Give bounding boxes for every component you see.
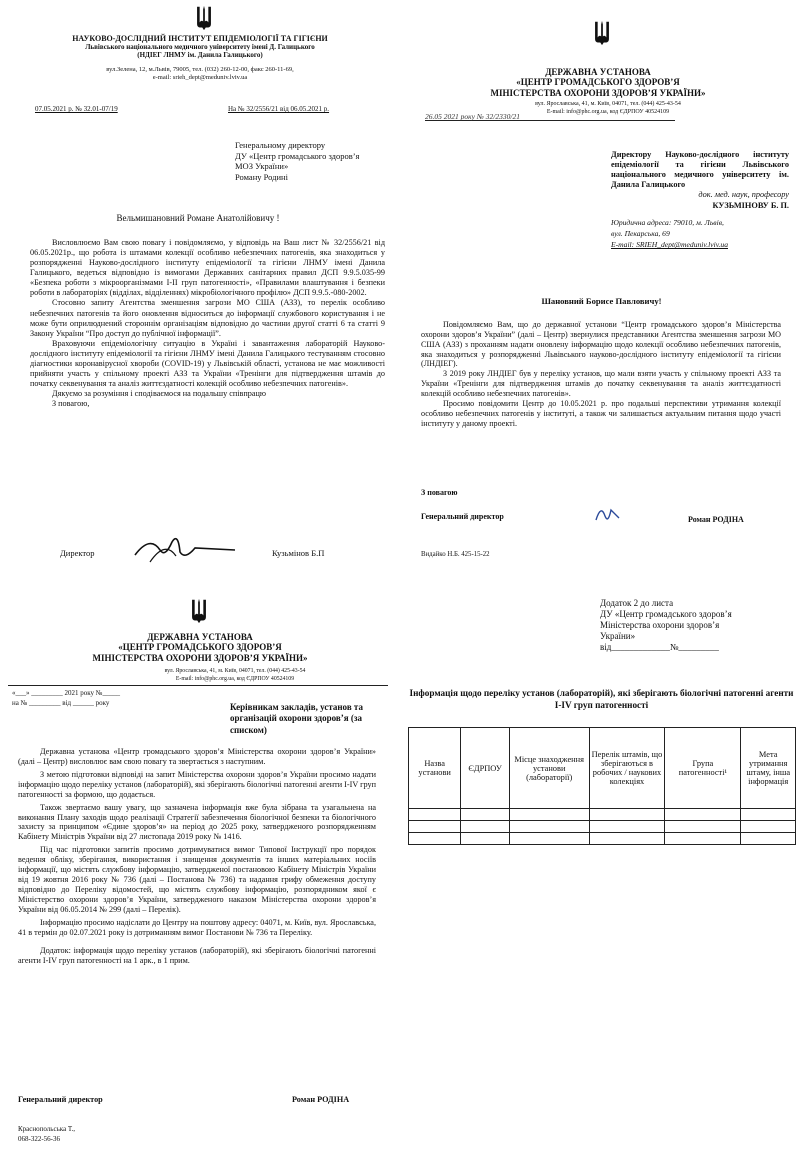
- org-line: «ЦЕНТР ГРОМАДСЬКОГО ЗДОРОВ’Я: [118, 642, 282, 653]
- paragraph: Просимо повідомити Центр до 10.05.2021 р. про подальші перспективи утримання колекції особливо небезпечних патогенів у інституті, а також чи залишається актуальним питання щодо участі інституту у даному проекті.: [421, 398, 781, 428]
- sign-name: Роман РОДІНА: [688, 515, 744, 524]
- addressee-degree: док. мед. наук, професору: [698, 190, 789, 200]
- paragraph: Державна установа «Центр громадського здоров’я Міністерства охорони здоров’я України» (далі – Центр) висловлює вам свою повагу та звертається з наступним.: [18, 747, 376, 766]
- paragraph: Висловлюємо Вам свою повагу і повідомляємо, у відповідь на Ваш лист № 32/2556/21 від 06.05.2021р., що робота із штамами колекції особливо небезпечних патогенів, яка знаходиться у розпорядженні Науково-дослідного інституту епідеміології та гігієни ЛНМУ імені Данила Галицького, ведеться відповідно із вимогами Державних санітарних правил ДСП 9.9.5.035-99 «Безпека роботи з мікроорганізмами І-ІІ груп патогенності», «Правилами влаштування і безпеки роботи в лабораторіях (відділах, відділеннях) мікробіологічного профілю» ДСП 9.9.5.-080-2002.: [30, 238, 385, 298]
- annex-header-line: ДУ «Центр громадського здоров’я: [600, 609, 732, 620]
- sign-name: Кузьмінов Б.П: [272, 548, 325, 558]
- signature-icon: [593, 502, 623, 526]
- salutation: Шановний Борисе Павловичу!: [541, 296, 662, 306]
- annex-header-line: Міністерства охорони здоров’я: [600, 620, 720, 631]
- col-header: Місце знаходження установи (лабораторії): [509, 728, 589, 809]
- org-address: вул. Ярославська, 41, м. Київ, 04071, тел. (044) 425-43-54: [164, 668, 306, 674]
- coat-of-arms-icon: [593, 20, 611, 46]
- addressee-line: Роману Родині: [235, 171, 288, 182]
- addressee-line: Генеральному директору: [235, 140, 326, 150]
- addressee-name: КУЗЬМІНОВУ Б. П.: [712, 200, 789, 210]
- regards: З повагою,: [52, 399, 90, 409]
- legal-address: Юридична адреса: 79010, м. Львів,: [611, 217, 724, 227]
- sign-title: Директор: [60, 548, 95, 558]
- institutions-table: [408, 727, 796, 845]
- executor: Краснопольська Т.,: [18, 1125, 75, 1133]
- paragraph: Дякуємо за розуміння і сподіваємося на подальшу співпрацю: [52, 389, 266, 399]
- attachment: Додаток: інформація щодо переліку установ (лабораторій), які зберігають біологічні патогенні агенти І-IV груп патогенності на 1 арк., в 1 прим.: [18, 945, 376, 965]
- institute-email: e-mail: srieh_dept@meduniv.lviv.ua: [152, 74, 248, 82]
- org-line: МІНІСТЕРСТВА ОХОРОНИ ЗДОРОВ’Я УКРАЇНИ»: [92, 652, 308, 663]
- coat-of-arms-icon: [195, 5, 213, 31]
- paragraph: Повідомляємо Вам, що до державної установи “Центр громадського здоров’я Міністерства охорони здоров’я України” (далі – Центр) звернулися представники Агентства зменшення загрози МО США (АЗЗ) з проханням надати оновлену інформацію щодо колекції особливо небезпечних патогенів, яка знаходиться у розпорядженні Львівського науково-дослідного інституту епідеміології та гігієни (ЛНДІЕГ).: [421, 320, 781, 369]
- annex-header-line: від_____________№_________: [600, 642, 719, 653]
- ref-line: на № _________ від ______ року: [12, 699, 110, 707]
- col-header: Група патогенності¹: [665, 728, 741, 809]
- letter-center-query: [403, 0, 800, 578]
- paragraph: Під час підготовки запитів просимо дотримуватися вимог Типової Інструкції про порядок ведення обліку, зберігання, використання і знищення документів та інших матеріальних носіїв інформації, що містять службову інформацію, затвердженої постановою Кабінету Міністрів України від 19 жовтня 2016 року № 736 (далі – Постанова № 736) та надання грифу обмеження доступу відповідно до Переліку відомостей, що містять службову інформацію, розпорядником якої є Міністерство охорони здоров’я України, затвердженого наказом Міністерства охорони здоров’я України від 06.05.2014 № 299 (далі – Перелік).: [18, 845, 376, 914]
- institute-subname: Львівського національного медичного університету імені Д. Галицького: [85, 43, 315, 52]
- annex-title: Інформація щодо переліку установ (лабораторій), які зберігають біологічні патогенні агенти І-IV груп патогенності: [409, 688, 794, 710]
- org-email: E-mail: info@phc.org.ua, код ЄДРПОУ 40524109: [546, 108, 670, 115]
- outgoing-ref: 07.05.2021 р. № 32.01-07/19: [35, 105, 118, 113]
- org-address: вул. Ярославська, 41, м. Київ, 04071, тел. (044) 425-43-54: [535, 101, 681, 107]
- sign-title: Генеральний директор: [18, 1095, 103, 1104]
- paragraph: З метою підготовки відповіді на запит Міністерства охорони здоров’я України просимо надати інформацію щодо переліку установ (лабораторій), які зберігають біологічні патогенні агенти І-IV груп патогенності за формою, що додається.: [18, 769, 376, 799]
- table-row: [409, 809, 796, 821]
- legal-address: вул. Пекарська, 69: [611, 229, 670, 239]
- col-header: Перелік штамів, що зберігаються в робочих / наукових колекціях: [589, 728, 665, 809]
- org-line: ДЕРЖАВНА УСТАНОВА: [147, 632, 253, 642]
- annex-header-line: України»: [600, 631, 636, 642]
- sign-title: Генеральний директор: [421, 512, 504, 521]
- paragraph: З 2019 року ЛНДІЕГ був у переліку установ, що мали взяти участь у спільному проекті АЗЗ та України «Тренінги для підтвердження штамів до початку секвенування та аналіз життєздатності колекцій особливо небезпечних патогенів».: [421, 369, 781, 399]
- executor: Видайко Н.Б. 425-15-22: [421, 551, 490, 558]
- table-row: [409, 821, 796, 833]
- table-header-row: [409, 728, 796, 809]
- incoming-ref: На № 32/2556/21 від 06.05.2021 р.: [228, 105, 330, 113]
- institute-abbr: (НДІЕГ ЛНМУ ім. Данила Галицького): [137, 51, 263, 60]
- coat-of-arms-icon: [190, 598, 208, 624]
- institute-name: НАУКОВО-ДОСЛІДНИЙ ІНСТИТУТ ЕПІДЕМІОЛОГІЇ ТА ГІГІЄНИ: [72, 34, 328, 43]
- regards: З повагою: [421, 488, 458, 497]
- org-line: ДЕРЖАВНА УСТАНОВА: [545, 67, 651, 77]
- annex-header-line: Додаток 2 до листа: [600, 598, 674, 608]
- addressee-line: ДУ «Центр громадського здоров’я: [235, 150, 360, 161]
- annex-form: [403, 590, 800, 860]
- paragraph: Інформацію просимо надіслати до Центру на поштову адресу: 04071, м. Київ, вул. Ярославська, 41 в термін до 02.07.2021 року із дотриманням вимог Постанови № 736 та Переліку.: [18, 917, 376, 937]
- paragraph: Враховуючи епідеміологічну ситуацію в Україні і завантаження лабораторій Науково-дослідного інституту епідеміології та гігієни ЛНМУ імені Данила Галицького тестуванням стосовно діагностики коронавірусної хвороби (COVID-19) у Львівській області, установа не має можливості прийняти участь у спільному проекті АЗЗ та України «Тренінги для підтвердження штамів до початку секвенування та аналіз життєздатності колекцій особливо небезпечних патогенів».: [30, 338, 385, 389]
- letter-center-request: [0, 590, 396, 1149]
- addressee: Директору Науково-дослідного інституту епідеміології та гігієни Львівського національного медичного університету ім. Данила Галицького: [611, 150, 789, 190]
- addressee: Керівникам закладів, установ та організацій охорони здоров’я (за списком): [230, 702, 363, 735]
- salutation: Вельмишановний Романе Анатолійовичу !: [116, 213, 280, 223]
- org-email: E-mail: info@phc.org.ua, код ЄДРПОУ 40524109: [175, 675, 295, 682]
- org-line: «ЦЕНТР ГРОМАДСЬКОГО ЗДОРОВ’Я: [516, 77, 680, 88]
- paragraph: Стосовно запиту Агентства зменшення загрози МО США (АЗЗ), то перелік особливо небезпечних патогенів та його оновлення відноситься до інформації службового користування і не може бути оприлюднений стороннім організаціям відповідно до частини другої статті 6 та статті 9 Закону України “Про доступ до публічної інформації”.: [30, 298, 385, 338]
- table-row: [409, 833, 796, 845]
- col-header: Мета утримання штаму, інша інформація: [741, 728, 796, 809]
- handwritten-ref: 26.05 2021 року № 32/2330/21: [425, 112, 520, 121]
- col-header: Назва установи: [409, 728, 461, 809]
- sign-name: Роман РОДІНА: [292, 1095, 350, 1104]
- paragraph: Також звертаємо вашу увагу, що зазначена інформація вже була зібрана та узагальнена на виконання Плану заходів щодо реалізації Стратегії забезпечення біологічної безпеки та біологічного захисту за принципом «Єдине здоров’я» на період до 2025 року, затвердженого розпорядженням Кабінету Міністрів України від 27 листопада 2019 року № 1416.: [18, 802, 376, 842]
- col-header: ЄДРПОУ: [461, 728, 510, 809]
- legal-email: E-mail: SRIEH_dept@meduniv.lviv.ua: [611, 240, 728, 250]
- addressee-line: МОЗ України»: [235, 161, 289, 172]
- signature-icon: [130, 530, 240, 570]
- org-line: МІНІСТЕРСТВА ОХОРОНИ ЗДОРОВ’Я УКРАЇНИ»: [490, 87, 706, 98]
- letter-lviv-institute: [0, 0, 396, 586]
- institute-address: вул.Зелена, 12, м.Львів, 79005, тел. (032) 260-12-00, факс 260-11-69,: [106, 66, 294, 73]
- executor-phone: 068-322-56-36: [18, 1135, 60, 1143]
- ref-line: «___» _________ 2021 року №_____: [12, 689, 120, 697]
